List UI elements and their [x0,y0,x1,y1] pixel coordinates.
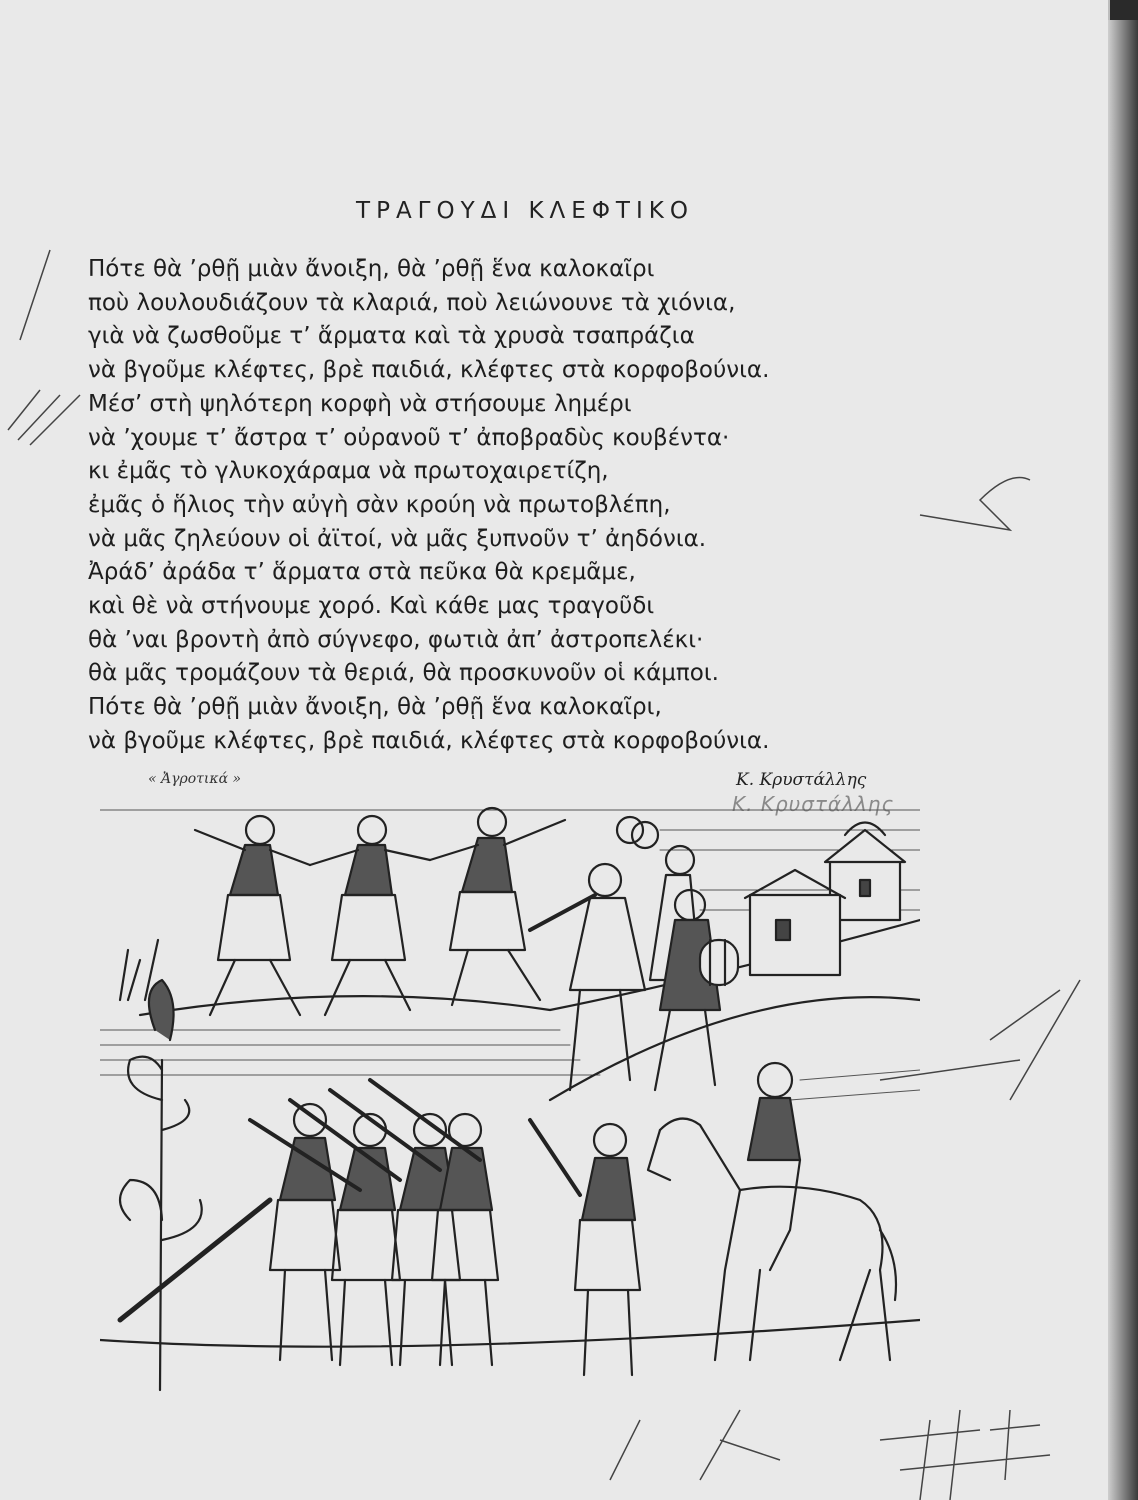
poem-line: γιὰ νὰ ζωσθοῦμε τ’ ἅρματα καὶ τὰ χρυσὰ τσαπράζια [88,323,695,350]
poem-line: νὰ μᾶς ζηλεύουν οἱ ἀϊτοί, νὰ μᾶς ξυπνοῦν τ’ ἀηδόνια. [88,525,707,552]
poem-source: « Ἀγροτικά » [148,771,242,787]
poem-line: Πότε θὰ ’ρθῇ μιὰν ἄνοιξη, θὰ ’ρθῇ ἕνα καλοκαῖρι, [88,694,662,721]
armed-klephts [250,1080,640,1375]
page-edge [1108,20,1138,1500]
poem-line: κι ἐμᾶς τὸ γλυκοχάραμα νὰ πρωτοχαιρετίζη, [88,458,609,485]
poem-line: νὰ ’χουμε τ’ ἄστρα τ’ οὐρανοῦ τ’ ἀποβραδὺς κουβέντα· [88,424,730,451]
poem-line: Μέσ’ στὴ ψηλότερη κορφὴ νὰ στήσουμε λημέρι [88,390,632,417]
poem-body [88,253,948,759]
poem-line: Ἀράδ’ ἀράδα τ’ ἅρματα στὰ πεῦκα θὰ κρεμᾶμε, [88,559,636,586]
church-building [745,823,905,976]
poem-title: ΤΡΑΓΟΥΔΙ ΚΛΕΦΤΙΚΟ [356,198,694,224]
handwritten-author-note: Κ. Κρυστάλλης [732,792,895,816]
poem-line: Πότε θὰ ’ρθῇ μιὰν ἄνοιξη, θὰ ’ρθῇ ἕνα καλοκαῖρι [88,256,655,282]
poem-line: θὰ ’ναι βροντὴ ἀπὸ σύγνεφο, φωτιὰ ἀπ’ ἀστροπελέκι· [88,626,704,653]
tree-figure [120,980,270,1390]
poem-line: νὰ βγοῦμε κλέφτες, βρὲ παιδιά, κλέφτες στὰ κορφοβούνια. [88,727,770,754]
dancer-figures [120,808,565,1015]
poem-line: ποὺ λουλουδιάζουν τὰ κλαριά, ποὺ λειώνουνε τὰ χιόνια, [88,289,736,316]
poem-author: Κ. Κρυστάλλης [736,770,867,790]
poem-line: νὰ βγοῦμε κλέφτες, βρὲ παιδιά, κλέφτες στὰ κορφοβούνια. [88,357,770,384]
poem-line: καὶ θὲ νὰ στήνουμε χορό. Καὶ κάθε μας τραγοῦδι [88,593,655,620]
rider-on-horse [648,1063,896,1360]
musician-figures [530,817,738,1090]
poem-line: ἐμᾶς ὁ ἥλιος τὴν αὐγὴ σὰν κρούη νὰ πρωτοβλέπη, [88,491,671,518]
klephts-illustration [100,800,920,1410]
poem-line: θὰ μᾶς τρομάζουν τὰ θεριά, θὰ προσκυνοῦν οἱ κάμποι. [88,660,719,687]
